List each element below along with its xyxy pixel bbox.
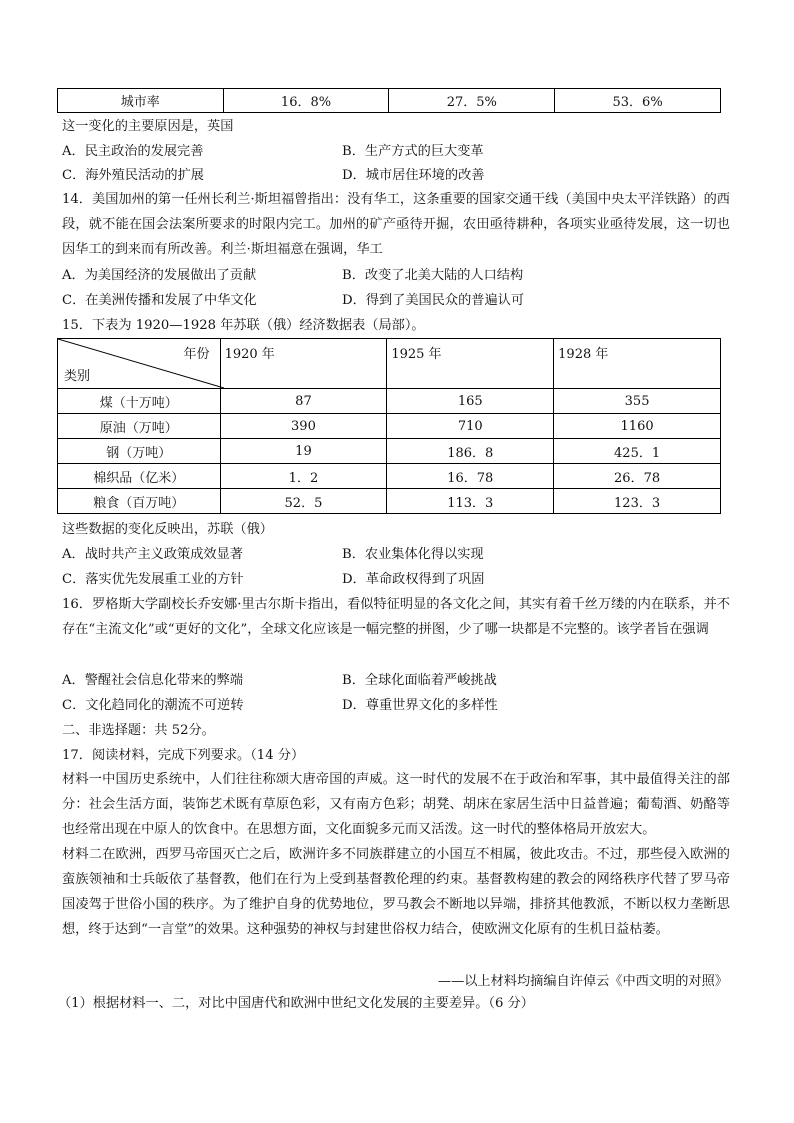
q15-stem: 15．下表为 1920—1928 年苏联（俄）经济数据表（局部）。 [62, 318, 425, 333]
table-cell: 710 [387, 414, 554, 439]
table-header-row [58, 339, 721, 389]
table-cell: 123．3 [554, 489, 721, 514]
material-one: 材料一中国历史系统中，人们往往称颂大唐帝国的声威。这一时代的发展不在于政治和军事，其中最值得关注的部分：社会生活方面，装饰艺术既有草原色彩，又有南方色彩；胡凳、胡床在家居生活中日益普遍；葡萄酒、奶酪等也经常出现在中原人的饮食中。在思想方面，文化面貌多元而又活泼。这一时代的整体格局开放宏大。 [62, 772, 730, 837]
q14-option-c: C．在美洲传播和发展了中华文化 [62, 293, 257, 308]
q15-option-a: A．战时共产主义政策成效显著 [62, 547, 243, 562]
q14-stem: 14．美国加州的第一任州长利兰·斯坦福曾指出：没有华工，这条重要的国家交通干线（美国中央太平洋铁路）的西段，就不能在国会法案所要求的时限内完工。加州的矿产亟待开掘，农田亟待耕种，各项实业亟待发展，这一切也因华工的到来而有所改善。利兰·斯坦福意在强调，华工 [62, 192, 730, 257]
q13-option-d: D．城市居住环境的改善 [342, 168, 485, 183]
q15-stem-tail: 这些数据的变化反映出，苏联（俄） [62, 522, 273, 537]
section-title: 二、非选择题：共 52分。 [62, 723, 215, 738]
table-cell: 53．6% [555, 89, 721, 113]
q13-option-c: C．海外殖民活动的扩展 [62, 168, 204, 183]
q14-option-b: B．改变了北美大陆的人口结构 [342, 268, 524, 283]
header-category-label: 类别 [64, 369, 91, 384]
q16-option-a: A．警醒社会信息化带来的弊端 [62, 673, 243, 688]
table-cell: 1．2 [220, 464, 387, 489]
q16-stem: 16．罗格斯大学副校长乔安娜·里古尔斯卡指出，看似特征明显的各文化之间，其实有着千丝万缕的内在联系，并不存在“主流文化”或“更好的文化”，全球文化应该是一幅完整的拼图，少了哪一块都是不完整的。该学者旨在强调 [62, 597, 730, 637]
table-cell: 425．1 [554, 439, 721, 464]
table-row [58, 489, 721, 514]
q17-sub-question-1: （1）根据材料一、二，对比中国唐代和欧洲中世纪文化发展的主要差异。（6 分） [58, 996, 534, 1011]
table-cell: 27．5% [389, 89, 555, 113]
urbanization-table [57, 88, 721, 113]
q16-option-c: C．文化趋同化的潮流不可逆转 [62, 698, 244, 713]
row-label: 城市率 [58, 89, 224, 113]
q16-option-d: D．尊重世界文化的多样性 [342, 698, 498, 713]
table-row [58, 89, 721, 113]
header-year-label: 年份 [183, 347, 210, 362]
diagonal-header-cell [58, 339, 221, 389]
q13-option-a: A．民主政治的发展完善 [62, 144, 204, 159]
table-cell: 19 [220, 439, 387, 464]
table-cell: 165 [387, 389, 554, 414]
material-source: ——以上材料均摘编自许倬云《中西文明的对照》 [437, 974, 728, 989]
table-cell: 87 [220, 389, 387, 414]
q17-title: 17．阅读材料，完成下列要求。（14 分） [62, 748, 305, 763]
q13-option-b: B．生产方式的巨大变革 [342, 144, 484, 159]
soviet-economy-table [57, 338, 721, 514]
table-cell: 52．5 [220, 489, 387, 514]
column-header: 1920 年 [220, 339, 387, 389]
table-row [58, 389, 721, 414]
row-label: 原油（万吨） [58, 414, 221, 439]
table-cell: 355 [554, 389, 721, 414]
table-row [58, 439, 721, 464]
q16-option-b: B．全球化面临着严峻挑战 [342, 673, 497, 688]
row-label: 粮食（百万吨） [58, 489, 221, 514]
table-cell: 16．8% [223, 89, 389, 113]
row-label: 钢（万吨） [58, 439, 221, 464]
q15-option-c: C．落实优先发展重工业的方针 [62, 572, 244, 587]
table-cell: 390 [220, 414, 387, 439]
q15-option-d: D．革命政权得到了巩固 [342, 572, 485, 587]
row-label: 棉织品（亿米） [58, 464, 221, 489]
q14-option-a: A．为美国经济的发展做出了贡献 [62, 268, 257, 283]
table-row [58, 414, 721, 439]
q14-option-d: D．得到了美国民众的普遍认可 [342, 293, 525, 308]
q13-stem-tail: 这一变化的主要原因是，英国 [62, 119, 234, 134]
table-cell: 26．78 [554, 464, 721, 489]
table-cell: 113．3 [387, 489, 554, 514]
table-cell: 16．78 [387, 464, 554, 489]
column-header: 1925 年 [387, 339, 554, 389]
material-two: 材料二在欧洲，西罗马帝国灭亡之后，欧洲许多不同族群建立的小国互不相属，彼此攻击。不过，那些侵入欧洲的蛮族领袖和士兵皈依了基督教，他们在行为上受到基督教伦理的约束。基督教构建的教会的网络秩序代替了罗马帝国凌驾于世俗小国的秩序。为了维护自身的优势地位，罗马教会不断地以异端，排挤其他教派，不断以权力垄断思想，终于达到“一言堂”的效果。这种强势的神权与封建世俗权力结合，使欧洲文化原有的生机日益枯萎。 [62, 847, 730, 937]
table-row [58, 464, 721, 489]
row-label: 煤（十万吨） [58, 389, 221, 414]
table-cell: 1160 [554, 414, 721, 439]
table-cell: 186．8 [387, 439, 554, 464]
q15-option-b: B．农业集体化得以实现 [342, 547, 484, 562]
column-header: 1928 年 [554, 339, 721, 389]
